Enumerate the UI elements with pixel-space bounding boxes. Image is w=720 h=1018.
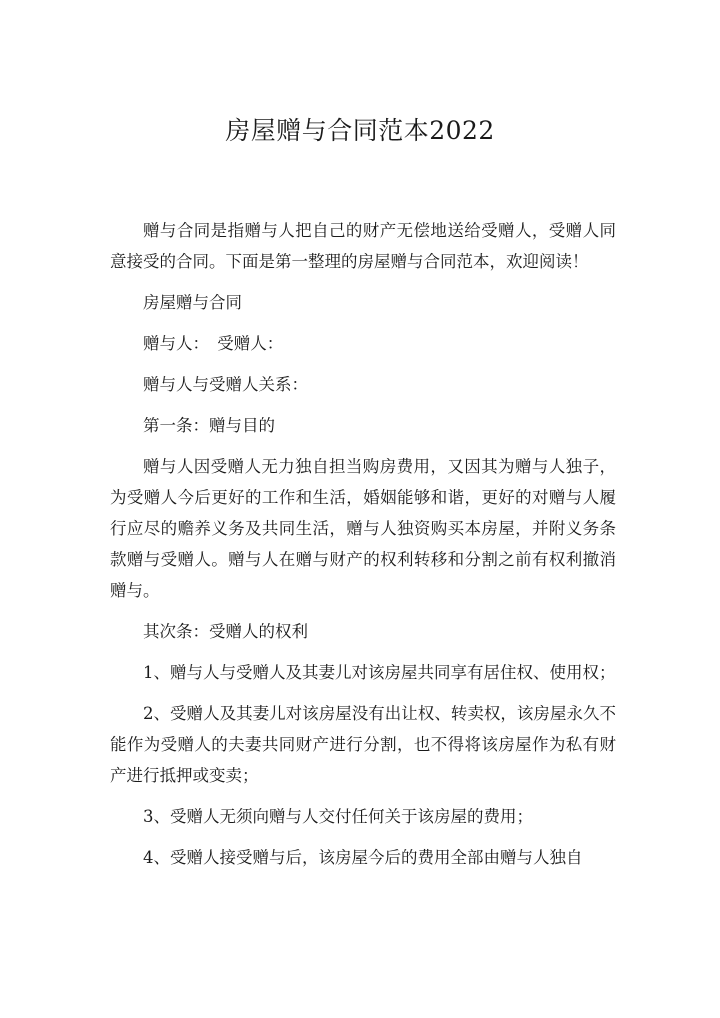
paragraph-relationship: 赠与人与受赠人关系： [143,375,308,394]
paragraph-intro: 赠与合同是指赠与人把自己的财产无偿地送给受赠人，受赠人同意接受的合同。下面是第一整理的房屋赠与合同范本，欢迎阅读！ [110,221,616,271]
paragraph-parties: 赠与人： 受赠人： [143,334,284,353]
paragraph-item-3: 3、受赠人无须向赠与人交付任何关于该房屋的费用； [143,807,533,826]
paragraph-article-2-heading: 其次条：受赠人的权利 [143,622,308,641]
paragraph-item-4: 4、受赠人接受赠与后，该房屋今后的费用全部由赠与人独自 [143,848,583,867]
paragraph-item-2: 2、受赠人及其妻儿对该房屋没有出让权、转卖权，该房屋永久不能作为受赠人的夫妻共同财产进行分割，也不得将该房屋作为私有财产进行抵押或变卖； [110,704,616,785]
page-title: 房屋赠与合同范本2022 [225,116,495,145]
paragraph-item-1: 1、赠与人与受赠人及其妻儿对该房屋共同享有居住权、使用权； [143,663,616,682]
paragraph-article-1-heading: 第一条：赠与目的 [143,416,275,435]
document-body [110,215,616,883]
paragraph-contract-heading: 房屋赠与合同 [143,293,242,312]
paragraph-article-1-body: 赠与人因受赠人无力独自担当购房费用，又因其为赠与人独子，为受赠人今后更好的工作和生活，婚姻能够和谐，更好的对赠与人履行应尽的赡养义务及共同生活，赠与人独资购买本房屋，并附义务条款赠与受赠人。赠与人在赠与财产的权利转移和分割之前有权利撤消赠与。 [110,457,616,600]
